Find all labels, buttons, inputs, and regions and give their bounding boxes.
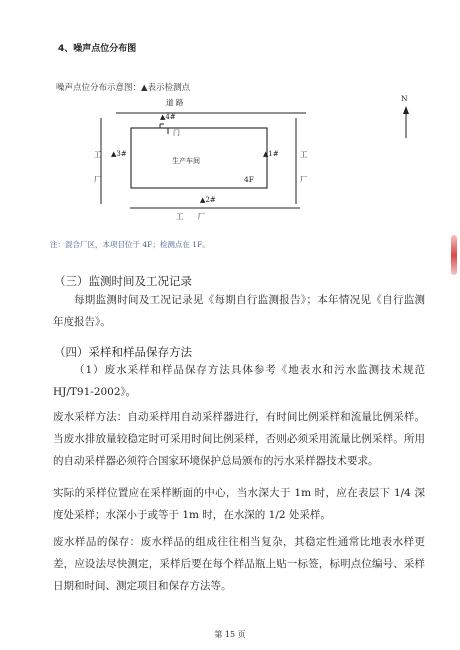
diagram-lines xyxy=(90,94,420,234)
factory-left-1: 工 xyxy=(94,150,102,159)
gate-label: 门 xyxy=(173,129,180,137)
point-4-marker: ▲4# xyxy=(160,113,176,121)
diagram-note: 注：混合厂区，本项目位于 4F；检测点在 1F。 xyxy=(50,240,210,249)
paragraph-sampling-method: 废水采样方法：自动采样用自动采样器进行，有时间比例采样和流量比例采样。当废水排放量较稳定时可采用时间比例采样，否则必须采用流量比例采样。所用的自动采样器必须符合国家环境保护总局颁布的污水采样器技术要求。 xyxy=(53,411,425,467)
heading-monitoring-time: （三）监测时间及工况记录 xyxy=(54,274,192,288)
point-1-marker: ▲1# xyxy=(263,150,279,158)
page-number: 第 15 页 xyxy=(214,630,246,639)
binding-edge-mark xyxy=(451,235,457,275)
paragraph-sample-storage: 废水样品的保存：废水样品的组成往往相当复杂，其稳定性通常比地表水样更差，应设法尽快测定，采样后要在每个样品瓶上贴一标签，标明点位编号、采样日期和时间、测定项目和保存方法等。 xyxy=(53,536,425,592)
point-2-marker: ▲2# xyxy=(200,196,216,204)
paragraph-sampling-position: 实际的采样位置应在采样断面的中心，当水深大于 1m 时，应在表层下 1/4 深度处采样；水深小于或等于 1m 时，在水深的 1/2 处采样。 xyxy=(53,487,425,521)
point-3-marker: ▲3# xyxy=(111,150,127,158)
factory-bottom: 工 厂 xyxy=(176,212,206,221)
paragraph-monitoring-records: 每期监测时间及工况记录见《每期自行监测报告》；本年情况见《自行监测年度报告》。 xyxy=(53,294,425,328)
paragraph-wastewater-reference: （1）废水采样和样品保存方法具体参考《地表水和污水监测技术规范HJ/T91-2002》。 xyxy=(53,364,425,398)
workshop-label: 生产车间 xyxy=(172,157,200,165)
factory-right-2: 厂 xyxy=(300,175,308,184)
floor-label: 4F xyxy=(244,175,254,184)
diagram-legend: 噪声点位分布示意图：▲表示检测点 xyxy=(56,83,191,93)
heading-sampling-methods: （四）采样和样品保存方法 xyxy=(54,345,192,359)
factory-right-1: 工 xyxy=(300,150,308,159)
factory-left-2: 厂 xyxy=(94,175,102,184)
section-4-title: 4、噪声点位分布图 xyxy=(58,44,137,54)
north-label: N xyxy=(401,94,408,103)
road-label: 道 路 xyxy=(166,98,184,107)
noise-point-diagram xyxy=(90,94,420,234)
